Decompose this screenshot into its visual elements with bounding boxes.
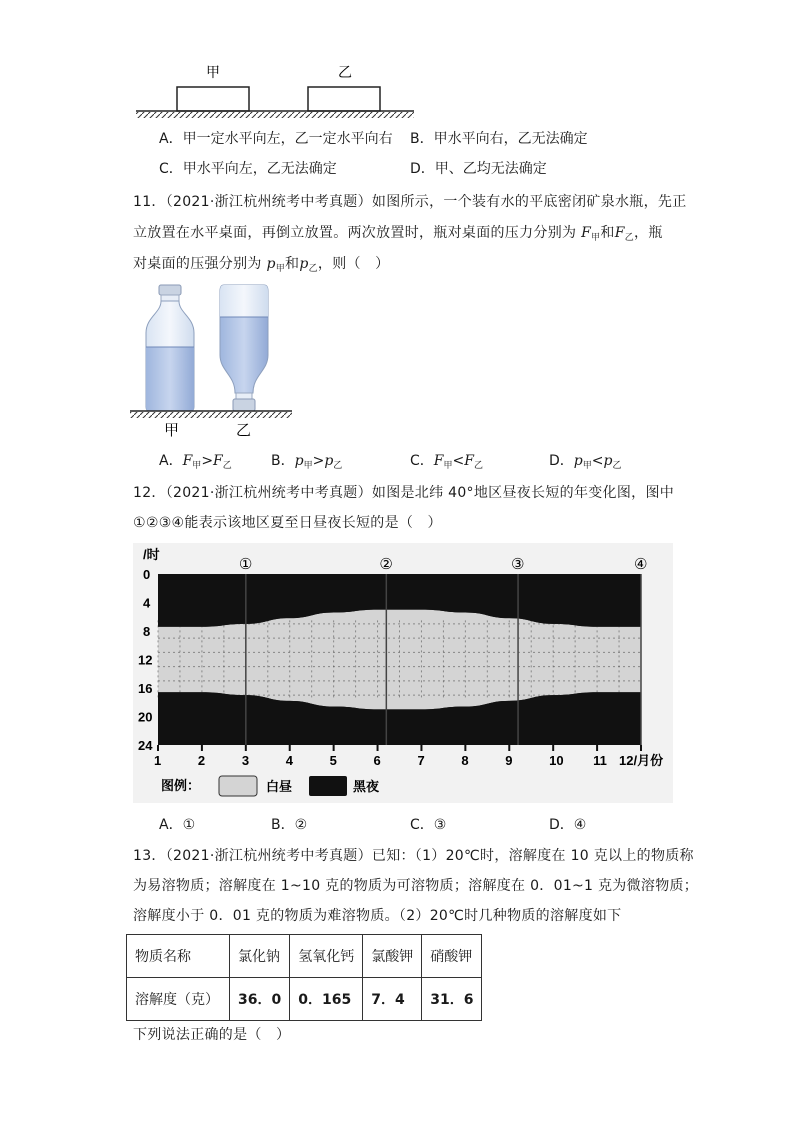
table-cell: 硝酸钾 bbox=[422, 935, 482, 978]
bottle-right-label: 乙 bbox=[236, 421, 252, 439]
table-cell: 36．0 bbox=[230, 978, 290, 1021]
x-tick-label: 3 bbox=[241, 753, 250, 768]
blocks-figure bbox=[130, 60, 420, 120]
table-row bbox=[127, 978, 482, 1021]
q11-option-d: D．$p_甲<p_乙$ bbox=[549, 453, 622, 471]
table-cell: 溶解度（克） bbox=[127, 978, 230, 1021]
marker-label: ① bbox=[238, 555, 253, 573]
q11-line3: 对桌面的压强分别为 $p_甲$和$p_乙$，则（ ） bbox=[133, 256, 390, 274]
q11-option-b: B．$p_甲>p_乙$ bbox=[271, 453, 343, 471]
table-cell: 氢氧化钙 bbox=[290, 935, 363, 978]
legend-swatch-day bbox=[219, 776, 257, 796]
q11-option-c: C．$F_甲<F_乙$ bbox=[410, 453, 483, 471]
block-right-label: 乙 bbox=[338, 65, 352, 81]
table-header-row bbox=[127, 935, 482, 978]
y-tick-label: 4 bbox=[143, 595, 151, 611]
bottle-upright bbox=[146, 285, 194, 411]
q12-option-b: B．② bbox=[271, 817, 308, 833]
q11-line2: 立放置在水平桌面，再倒立放置。两次放置时，瓶对桌面的压力分别为 $F_甲$和$F_乙$，瓶 bbox=[133, 225, 663, 243]
y-axis-label: /时 bbox=[143, 547, 160, 562]
q10-option-b: B．甲水平向右，乙无法确定 bbox=[410, 131, 588, 147]
block-left-label: 甲 bbox=[206, 65, 220, 81]
q13-after-table: 下列说法正确的是（ ） bbox=[133, 1027, 291, 1043]
legend-title: 图例： bbox=[161, 778, 201, 793]
day-night-chart bbox=[133, 543, 673, 803]
table-cell: 31．6 bbox=[422, 978, 482, 1021]
x-tick-label: 11 bbox=[593, 753, 607, 768]
marker-label: ③ bbox=[511, 555, 525, 573]
marker-label: ② bbox=[379, 555, 393, 573]
q10-option-c: C．甲水平向左，乙无法确定 bbox=[159, 161, 337, 177]
x-tick-label: 2 bbox=[197, 753, 206, 768]
marker-label: ④ bbox=[634, 555, 648, 573]
y-tick-label: 24 bbox=[138, 738, 153, 753]
x-tick-label: 10 bbox=[549, 753, 564, 768]
x-tick-label: 9 bbox=[505, 753, 513, 768]
block-left bbox=[177, 87, 249, 111]
day-region bbox=[158, 610, 641, 710]
table-cell: 氯化钠 bbox=[230, 935, 290, 978]
legend-label-night: 黑夜 bbox=[353, 779, 380, 794]
q13-line1: 13．（2021·浙江杭州统考中考真题）已知：（1）20℃时，溶解度在 10 克以上的物质称 bbox=[133, 848, 694, 864]
x-tick-label: 1 bbox=[154, 753, 162, 768]
q12-option-a: A．① bbox=[159, 817, 196, 833]
q10-option-d: D．甲、乙均无法确定 bbox=[410, 161, 547, 177]
bottle-left-label: 甲 bbox=[164, 421, 180, 439]
y-tick-label: 16 bbox=[138, 681, 153, 696]
q12-option-c: C．③ bbox=[410, 817, 447, 833]
q12-option-d: D．④ bbox=[549, 817, 587, 833]
y-tick-label: 8 bbox=[143, 624, 151, 639]
x-tick-label: 7 bbox=[417, 753, 425, 768]
q12-line2: ①②③④能表示该地区夏至日昼夜长短的是（ ） bbox=[133, 515, 442, 531]
table-cell: 氯酸钾 bbox=[363, 935, 422, 978]
q13-line2: 为易溶物质；溶解度在 1~10 克的物质为可溶物质；溶解度在 0．01~1 克为微溶物质； bbox=[133, 878, 699, 894]
legend-label-day: 白昼 bbox=[266, 779, 293, 794]
table-cell: 0．165 bbox=[290, 978, 363, 1021]
bottles-figure bbox=[128, 283, 298, 441]
x-tick-label: 8 bbox=[461, 753, 469, 768]
x-tick-label: 5 bbox=[329, 753, 337, 768]
q11-option-a: A．$F_甲>F_乙$ bbox=[159, 453, 232, 471]
y-tick-label: 0 bbox=[143, 567, 151, 582]
q13-line3: 溶解度小于 0．01 克的物质为难溶物质。（2）20℃时几种物质的溶解度如下 bbox=[133, 908, 622, 924]
block-right bbox=[308, 87, 380, 111]
x-tick-label: 6 bbox=[373, 753, 381, 768]
x-tick-label: 4 bbox=[285, 753, 293, 768]
y-tick-label: 12 bbox=[138, 652, 153, 668]
q12-line1: 12．（2021·浙江杭州统考中考真题）如图是北纬 40°地区昼夜长短的年变化图，图中 bbox=[133, 485, 675, 501]
solubility-table bbox=[126, 934, 482, 1021]
legend-swatch-night bbox=[309, 776, 347, 796]
y-tick-label: 20 bbox=[138, 709, 153, 725]
table-cell: 7．4 bbox=[363, 978, 422, 1021]
q10-option-a: A．甲一定水平向左，乙一定水平向右 bbox=[159, 131, 393, 147]
table-cell: 物质名称 bbox=[127, 935, 230, 978]
q11-line1: 11．（2021·浙江杭州统考中考真题）如图所示，一个装有水的平底密闭矿泉水瓶，先正 bbox=[133, 194, 687, 210]
bottle-inverted bbox=[220, 285, 268, 411]
x-axis-label: 12/月份 bbox=[619, 753, 664, 768]
